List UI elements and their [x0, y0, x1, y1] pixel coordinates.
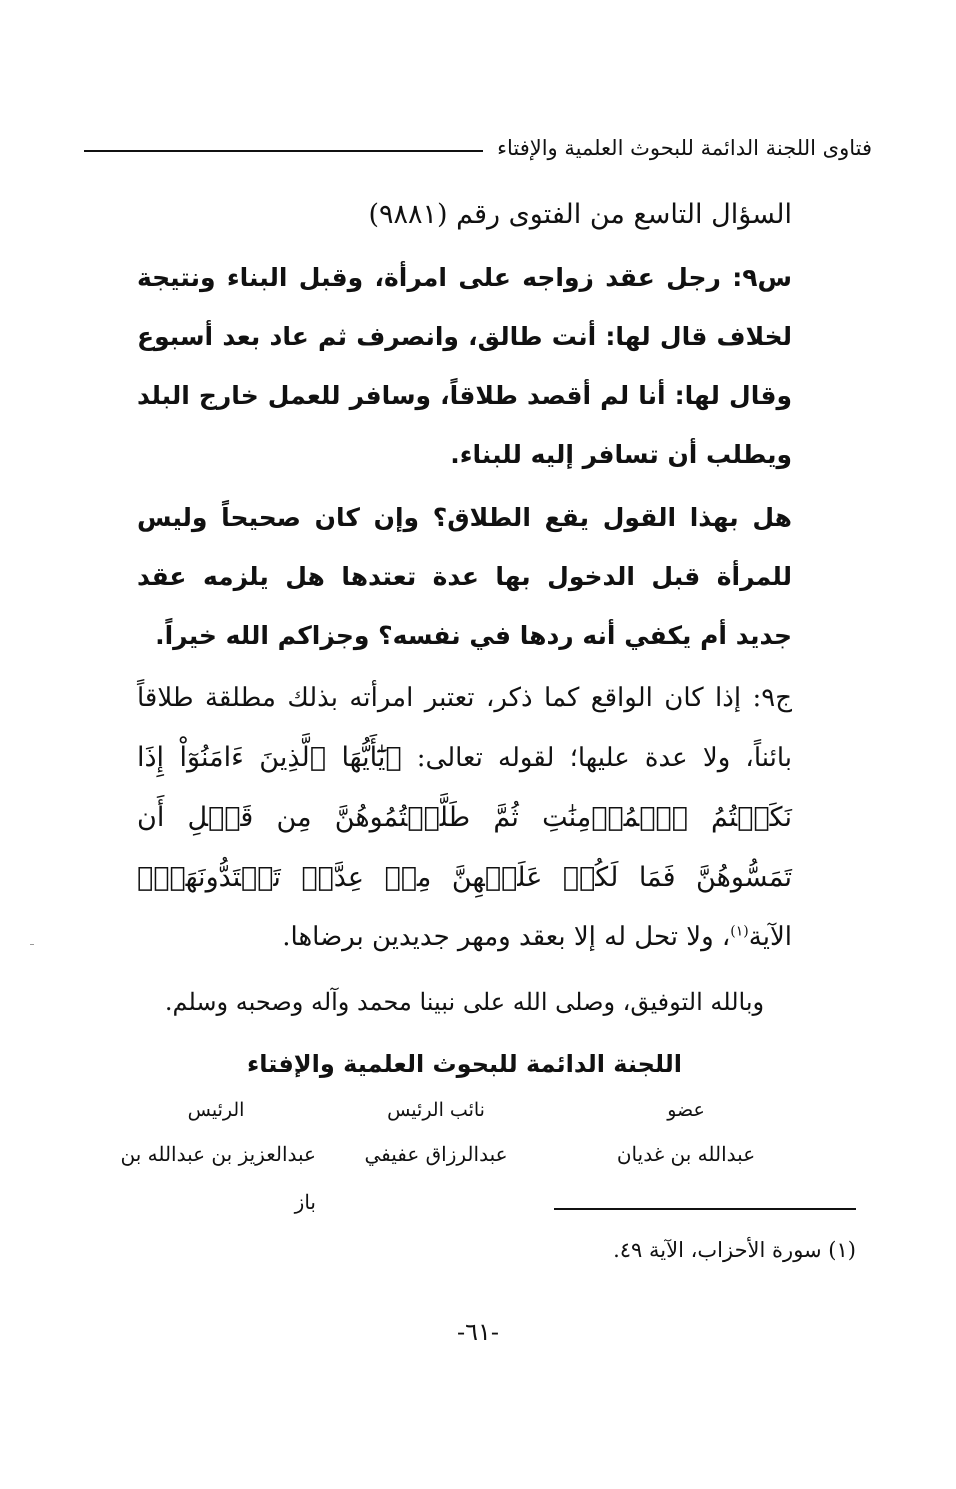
question-label: س٩:: [732, 263, 792, 292]
committee-name: اللجنة الدائمة للبحوث العلمية والإفتاء: [247, 1050, 682, 1078]
answer-text-before-verse: إذا كان الواقع كما ذكر، تعتبر امرأته بذلك مطلقة طلاقاً بائناً، ولا عدة عليها؛ لقوله تعالى:: [137, 683, 792, 773]
answer-text-after-verse: ، ولا تحل له إلا بعقد ومهر جديدين برضاها.: [282, 922, 731, 952]
signatory-name: عبدالعزيز بن عبدالله بن باز: [120, 1142, 316, 1214]
footnote: (١) سورة الأحزاب، الآية ٤٩.: [613, 1238, 856, 1262]
footnote-rule: [554, 1208, 856, 1210]
question-title: السؤال التاسع من الفتوى رقم (٩٨٨١): [368, 199, 792, 230]
answer-paragraph: [137, 669, 792, 967]
quran-verse: ﴿يَٰٓأَيُّهَا ٱلَّذِينَ ءَامَنُوٓاْ إِذَا نَكَحۡتُمُ ٱلۡمُؤۡمِنَٰتِ ثُمَّ طَلَّقۡتُمُوهُنَّ مِن قَبۡلِ أَن تَمَسُّوهُنَّ فَمَا لَكُمۡ عَلَيۡهِنَّ مِنۡ عِدَّةٖ تَعۡتَدُّونَهَاۖ﴾: [137, 742, 792, 893]
signatures-block: [116, 1094, 816, 1226]
margin-mark: [30, 944, 34, 945]
signatory-name: عبدالله بن غديان: [616, 1142, 756, 1166]
signatory-president: [116, 1094, 316, 1226]
question-text-1: رجل عقد زواجه على امرأة، وقبل البناء ونتيجة لخلاف قال لها: أنت طالق، وانصرف ثم عاد بعد أسبوع وقال لها: أنا لم أقصد طلاقاً، وسافر للعمل خارج البلد ويطلب أن تسافر إليه للبناء.: [137, 263, 792, 469]
verse-suffix: الآية: [748, 922, 792, 952]
signatory-name: عبدالرزاق عفيفي: [364, 1142, 508, 1166]
answer-label: ج٩:: [752, 683, 792, 713]
question-paragraph-1: [137, 248, 792, 484]
running-header: [84, 128, 872, 168]
signatory-member: [556, 1094, 816, 1226]
signatory-role: عضو: [667, 1099, 705, 1121]
question-paragraph-2: هل بهذا القول يقع الطلاق؟ وإن كان صحيحاً وليس للمرأة قبل الدخول بها عدة تعتدها هل يلزمه عقد جديد أم يكفي أنه ردها في نفسه؟ وجزاكم الله خيراً.: [137, 503, 792, 650]
page-number: -٦١-: [457, 1318, 499, 1346]
signatory-role: نائب الرئيس: [387, 1099, 485, 1121]
signatory-role: الرئيس: [187, 1099, 245, 1121]
footnote-reference: (١): [730, 923, 749, 940]
header-rule: [84, 150, 483, 152]
signatory-vice-president: [336, 1094, 536, 1226]
closing-prayer: وبالله التوفيق، وصلى الله على نبينا محمد وآله وصحبه وسلم.: [164, 988, 765, 1016]
fatwa-body: [137, 190, 792, 971]
running-header-title: فتاوى اللجنة الدائمة للبحوث العلمية والإفتاء: [497, 136, 872, 160]
